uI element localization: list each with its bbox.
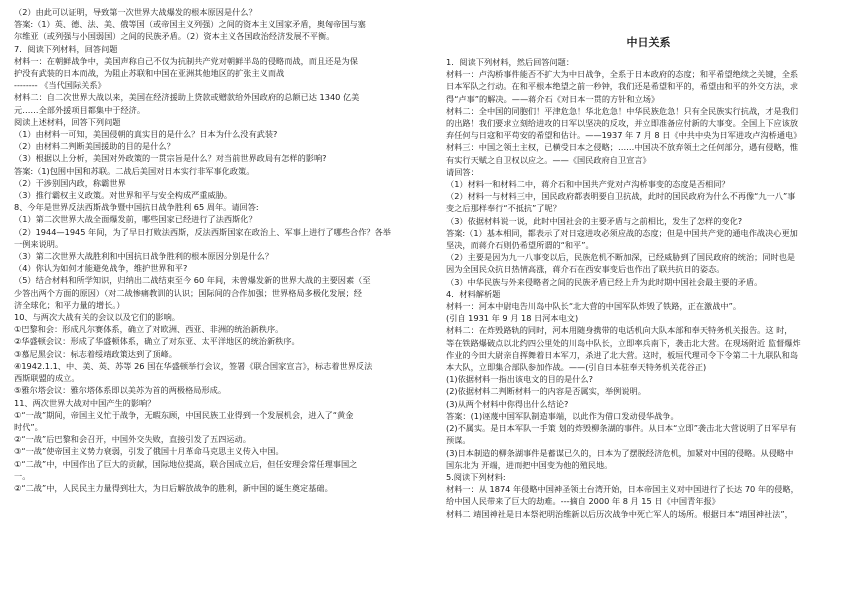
text-line: 国东北为 开端，进而把中国变为他的殖民地。	[446, 459, 613, 470]
right-column	[446, 6, 851, 520]
text-line: (3)日本制造的柳条湖事件是蓄谋已久的，日本为了摆脱经济危机，加紧对中国的侵略。从侵略中	[446, 447, 794, 458]
text-line: （4）你认为如何才能避免战争，维护世界和平?	[14, 263, 188, 274]
text-line: 时代”。	[14, 421, 43, 432]
text-line: ③“一战”使帝国主义势力衰弱，引发了俄国十月革命马克思主义传入中国。	[14, 446, 284, 457]
text-line: 材料二：在炸毁路轨的同时，河本用随身携带的电话机向大队本部和奉天特务机关报告。这 时，	[446, 325, 793, 336]
text-line: 1．阅读下列材料，然后回答问题：	[446, 57, 575, 67]
text-line: 材料二：自二次世界大战以来，美国在经济援助上贷款或赠款给外国政府的总额已达 1340 亿美	[14, 92, 360, 103]
text-line: 有实行天赋之自卫权以应之。——《国民政府自卫宣言》	[446, 154, 651, 165]
text-line: 答案:（1）基本相同，都表示了对日寇进攻必须应战的态度；但是中国共产党的通电作战决心更加	[446, 227, 798, 238]
text-line: 材料三：中国之领土主权，已横受日本之侵略；……中国决不放弃领土之任何部分，遇有侵略，惟	[446, 142, 799, 153]
text-line: （1）第二次世界大战全面爆发前，哪些国家已经进行了法西斯化？	[14, 214, 257, 225]
text-line: 材料一：从 1874 年侵略中国神圣领土台湾开始，日本帝国主义对中国进行了长达 70 年的侵略，	[446, 484, 799, 495]
section-title: 中日关系	[626, 36, 671, 49]
text-line: (3)从两个材料中你得出什么结论?	[446, 398, 569, 409]
text-line: 尔维亚（或列强与小国弱国）之间的民族矛盾。（2）资本主义各国政治经济发展不平衡。	[14, 31, 335, 42]
text-line: ③慕尼黑会议：标志着绥靖政策达到了顶峰。	[14, 348, 177, 359]
text-line: 济全球化；和平力量的增长。）	[14, 299, 125, 310]
text-line: （2）干涉别国内政，称霸世界	[14, 177, 126, 188]
text-line: 西斯联盟的成立。	[14, 373, 80, 384]
text-line: ④1942.1.1、中、美、英、苏等 26 国在华盛顿举行会议，签署《联合国家宣言》，标志着世界反法	[14, 360, 373, 371]
right-lines	[446, 56, 851, 520]
text-line: 材料二 靖国神社是日本祭祀明治维新以后历次战争中死亡军人的场所。根据日本“靖国神社法”，	[446, 508, 793, 519]
text-line: 阅读上述材料，回答下列问题	[14, 116, 121, 127]
text-line: 等在铁路爆破点以北约四公里处的川岛中队长，立即率兵南下，袭击北大营。在现场附近 监督爆炸	[446, 337, 801, 348]
text-line: 材料一：河本中尉电告川岛中队长“北大营的中国军队炸毁了铁路，正在激战中”。	[446, 301, 742, 312]
text-line: 坚决，而蒋介石则仍希望所谓的“和平”。	[446, 240, 594, 251]
text-line: 请回答：	[446, 166, 479, 177]
text-line: 答案：(1)诬蔑中国军队制造事端，以此作为借口发动侵华战争。	[446, 410, 679, 421]
text-line: 预谋。	[446, 435, 471, 446]
text-line: （2）由此可以证明，导致第一次世界大战爆发的根本原因是什么？	[14, 7, 257, 17]
text-line: 11、两次世界大战对中国产生的影响？	[14, 397, 156, 408]
text-line: (2)不属实。是日本军队一手策 划的炸毁柳条湖的事件。从日本“立即”袭击北大营说明了日军早有	[446, 423, 797, 434]
text-line: （2）1944—1945 年间，为了早日打败法西斯，反法西斯国家在政治上、军事上进行了哪些合作？各举	[14, 226, 391, 237]
text-line: 8、今年是世界反法西斯战争暨中国抗日战争胜利 65 周年。请回答:	[14, 202, 259, 213]
text-line: 少答出两个方面的原因）（对二战惨痛教训的认识；国际间的合作加强；世界格局多极化发展；经	[14, 287, 362, 298]
text-line: 元……全部外援项目都集中于经济。	[14, 104, 146, 115]
text-line: ②“一战”后巴黎和会召开，中国外交失败，直接引发了五四运动。	[14, 434, 251, 445]
text-line: （1）材料一和材料二中，蒋介石和中国共产党对卢沟桥事变的态度是否相同？	[446, 179, 730, 190]
text-line: 的出路！我们要求立刻给进攻的日军以坚决的反攻，并立即准备应付新的大事变。全国上下应该放	[446, 118, 799, 129]
text-line: ①“二战”中，中国作出了巨大的贡献，国际地位提高，联合国成立后，但任安理会常任理事国之	[14, 458, 358, 469]
text-line: ②“二战”中，人民民主力量得到壮大，为日后解放战争的胜利，新中国的诞生奠定基础。	[14, 482, 333, 493]
text-line: （1）由材料一可知，美国侵朝的真实目的是什么？日本为什么没有武装?	[14, 129, 278, 140]
text-line: 给中国人民带来了巨大的劫难。---摘自 2000 年 8 月 15 日《中国青年报》	[446, 496, 720, 507]
text-line: （2）材料一与材料三中，国民政府都表明要自卫抗战，此时的国民政府为什么不再像“九一八”事	[446, 191, 796, 202]
text-line: 材料一：卢沟桥事件能否不扩大为中日战争，全系于日本政府的态度；和平希望绝续之关键，全系	[446, 69, 799, 80]
text-line: 答案:（1)包围中国和苏联。二战后美国对日本实行非军事化政策。	[14, 165, 255, 176]
text-line: 10、与两次大战有关的会议以及它们的影响。	[14, 312, 180, 323]
text-line: （3）推行霸权主义政策。对世界和平与安全构成严重威胁。	[14, 190, 233, 201]
text-line: 得“卢事”的解决。——蒋介石《对日本一贯的方针和立场》	[446, 93, 660, 104]
text-line: 一。	[14, 470, 31, 481]
text-line: （2）主要是因为九一八事变以后，民族危机不断加深，已经威胁到了国民政府的统治；同时也是	[446, 252, 796, 263]
text-line: -------- 《当代国际关系》	[14, 80, 106, 91]
text-line: 弃任何与日寇和平苟安的希望和估计。——1937 年 7 月 8 日《中共中央为日军进攻卢沟桥通电》	[446, 130, 802, 141]
text-line: 4．材料解析题	[446, 288, 501, 299]
text-line: （2）由材料二判断美国援助的目的是什么？	[14, 141, 175, 152]
left-column	[14, 6, 422, 494]
text-line: （3）中华民族与外来侵略者之间的民族矛盾已经上升为此时期中国社会最主要的矛盾。	[446, 276, 763, 287]
text-line: 本大队，立即集合部队参加作战。——(引自日本驻奉天特务机关花谷正)	[446, 362, 707, 373]
text-line: 5.阅读下列材料:	[446, 471, 506, 482]
text-line: 护没有武装的日本而战，为阻止苏联和中国在亚洲其他地区的扩张主义而战	[14, 68, 285, 79]
text-line: ⑤雅尔塔会议：雅尔塔体系即以美苏为首的两极格局形成。	[14, 385, 227, 396]
text-line: （5）结合材料和所学知识，归纳出二战结束至今 60 年间，未曾爆发新的世界大战的主要因素（至	[14, 275, 371, 286]
text-line: 一例来说明。	[14, 238, 64, 249]
text-line: 答案:（1）英、德、法、美、俄等国（或帝国主义列强）之间的资本主义国家矛盾，奥匈帝国与塞	[14, 19, 366, 30]
text-line: (引自 1931 年 9 月 18 日河本电文)	[446, 313, 579, 324]
text-line: 日本军队之行动。在和平根本绝望之前一秒钟，我们还是希望和平的，希望由和平的外交方法，求	[446, 81, 799, 92]
text-line: 7．阅读下列材料，回答问题	[14, 43, 118, 54]
text-line: （3）根据以上分析，美国对外政策的一贯宗旨是什么？对当前世界政局有怎样的影响?	[14, 153, 327, 164]
text-line: ①“一战”期间，帝国主义忙于战争，无暇东顾，中国民族工业得到一个发展机会，进入了“黄金	[14, 409, 354, 420]
text-line: ②华盛顿会议：形成了华盛顿体系，确立了对东亚、太平洋地区的统治新秩序。	[14, 336, 300, 347]
text-line: 材料一：在朝鲜战争中，美国声称自己不仅为抗制共产党对朝鲜半岛的侵略而战，而且还是为保	[14, 55, 358, 66]
text-line: （3）依据材料说一说，此时中国社会的主要矛盾与之前相比，发生了怎样的变化?	[446, 215, 743, 226]
text-line: (1)依据材料一指出该电文的目的是什么?	[446, 374, 593, 385]
text-line: 作业的今田大尉亲自挥舞着日本军刀，杀进了北大营。这时，板垣代理司令下令第二十九联队和岛	[446, 349, 799, 360]
text-line: 变之后那样奉行“不抵抗”了呢？	[446, 203, 561, 214]
text-line: 材料二：全中国的同胞们！平津危急！华北危急！中华民族危急！只有全民族实行抗战，才是我们	[446, 105, 799, 116]
text-line: (2)依据材料二判断材料一的内容是否属实，举例说明。	[446, 386, 646, 397]
text-line: 因为全国民众抗日热情高涨，蒋介石在西安事变后也作出了联共抗日的姿态。	[446, 264, 725, 275]
text-line: （3）第二次世界大战胜利和中国抗日战争胜利的根本原因分别是什么？	[14, 251, 274, 262]
text-line: ①巴黎和会：形成凡尔赛体系，确立了对欧洲、西亚、非洲的统治新秩序。	[14, 324, 284, 335]
